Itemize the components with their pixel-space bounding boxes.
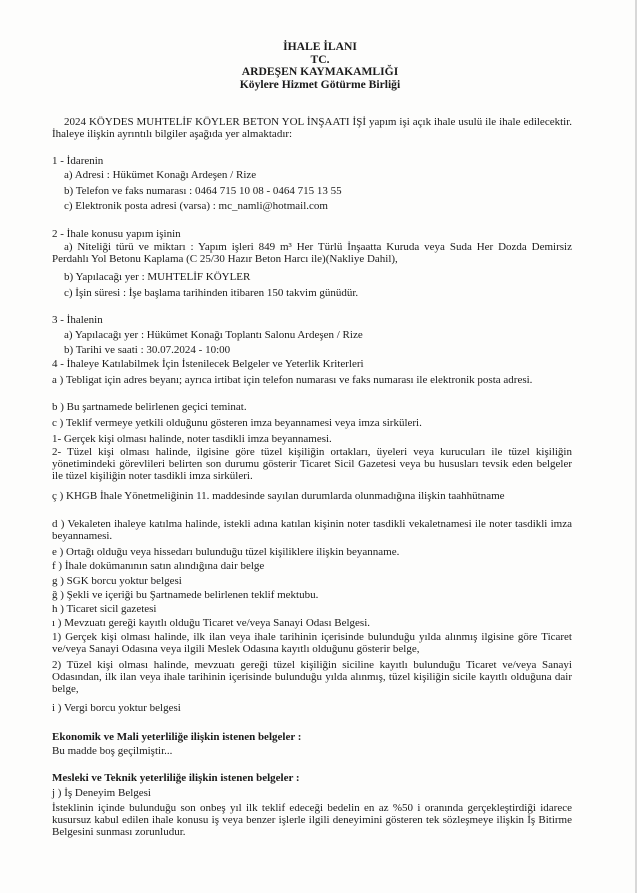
req-c: c ) Teklif vermeye yetkili olduğunu gösteren imza beyannamesi veya imza sirküleri. xyxy=(52,417,422,429)
section-2-location: b) Yapılacağı yer : MUHTELİF KÖYLER xyxy=(64,271,251,283)
req-g: g ) SGK borcu yoktur belgesi xyxy=(52,575,182,587)
technical-item-j: j ) İş Deneyim Belgesi xyxy=(52,787,151,799)
req-e: e ) Ortağı olduğu veya hissedarı bulunduğu tüzel kişiliklere ilişkin beyanname. xyxy=(52,546,400,558)
country-label: TC. xyxy=(310,52,330,66)
economic-text: Bu madde boş geçilmiştir... xyxy=(52,745,173,757)
section-3-venue: a) Yapılacağı yer : Hükümet Konağı Toplantı Salonu Ardeşen / Rize xyxy=(64,329,363,341)
intro-paragraph: 2024 KÖYDES MUHTELİF KÖYLER BETON YOL İNŞAATI İŞİ yapım işi açık ihale usulü ile ihale edilecektir. İhaleye ilişkin ayrıntılı bilgiler aşağıda yer almaktadır: xyxy=(52,116,572,141)
req-a: a ) Tebligat için adres beyanı; ayrıca irtibat için telefon numarası ve faks numarası ile elektronik posta adresi. xyxy=(52,374,533,386)
req-c-1: 1- Gerçek kişi olması halinde, noter tasdikli imza beyannamesi. xyxy=(52,433,332,445)
req-cc: ç ) KHGB İhale Yönetmeliğinin 11. maddesinde sayılan durumlarda olunmadığına ilişkin taahhütname xyxy=(52,490,505,502)
section-2-duration: c) İşin süresi : İşe başlama tarihinden itibaren 150 takvim günüdür. xyxy=(64,287,359,299)
req-ii: i ) Vergi borcu yoktur belgesi xyxy=(52,702,181,714)
req-gg: ğ ) Şekli ve içeriği bu Şartnamede belirlenen teklif mektubu. xyxy=(52,589,319,601)
section-1-title: 1 - İdarenin xyxy=(52,155,104,167)
union-name: Köylere Hizmet Götürme Birliği xyxy=(239,77,401,91)
req-i: ı ) Mevzuatı gereği kayıtlı olduğu Ticaret ve/veya Sanayi Odası Belgesi. xyxy=(52,617,371,629)
req-i-2: 2) Tüzel kişi olması halinde, mevzuatı gereği tüzel kişiliğin siciline kayıtlı bulunduğu Ticaret ve/veya Sanayi Odasından, ilk ilan veya ihale tarihinin içerisinde bulunduğu yılda alınmış, tüzel kişiliğin sicile kayıtlı olduğuna dair belge, xyxy=(52,659,572,696)
req-c-2: 2- Tüzel kişi olması halinde, ilgisine göre tüzel kişiliğin ortakları, üyeleri veya kurucuları ile tüzel kişiliğin yönetimindeki görevlileri belirten son durumu gösterir Ticaret Sicil Gazetesi veya bu hususları tevsik eden belgeler ile tüzel kişiliğin noter tasdikli imza sirküleri. xyxy=(52,446,572,483)
section-2-title: 2 - İhale konusu yapım işinin xyxy=(52,228,181,240)
technical-text: İsteklinin içinde bulunduğu son onbeş yıl ilk teklif edeceği bedelin en az %50 i oranında gerçekleştirdiği idarece kusursuz kabul edilen ihale konusu iş veya benzer işlerle ilgili deneyimini gösteren tek sözleşmeye ilişkin İş Bitirme Belgesini sunması zorunludur. xyxy=(52,802,572,839)
section-2-quantity: a) Niteliği türü ve miktarı : Yapım işleri 849 m³ Her Türlü İnşaatta Kuruda veya Suda Her Dozda Demirsiz Perdahlı Yol Betonu Kaplama (C 25/30 Hazır Beton Harcı ile)(Nakliye Dahil), xyxy=(52,241,572,266)
section-1-email: c) Elektronik posta adresi (varsa) : mc_namli@hotmail.com xyxy=(64,200,328,212)
req-h: h ) Ticaret sicil gazetesi xyxy=(52,603,157,615)
req-d: d ) Vekaleten ihaleye katılma halinde, istekli adına katılan kişinin noter tasdikli vekaletnamesi ile noter tasdikli imza beyannamesi. xyxy=(52,518,572,543)
authority-name: ARDEŞEN KAYMAKAMLIĞI xyxy=(241,65,399,79)
req-f: f ) İhale dokümanının satın alındığına dair belge xyxy=(52,560,265,572)
section-3-title: 3 - İhalenin xyxy=(52,314,103,326)
economic-title: Ekonomik ve Mali yeterliliğe ilişkin istenen belgeler : xyxy=(52,731,302,743)
req-b: b ) Bu şartnamede belirlenen geçici teminat. xyxy=(52,401,247,413)
section-1-phone: b) Telefon ve faks numarası : 0464 715 10 08 - 0464 715 13 55 xyxy=(64,185,342,197)
section-4-title: 4 - İhaleye Katılabilmek İçin İstenilecek Belgeler ve Yeterlik Kriterleri xyxy=(52,358,364,370)
section-1-address: a) Adresi : Hükümet Konağı Ardeşen / Rize xyxy=(64,169,257,181)
req-i-1: 1) Gerçek kişi olması halinde, ilk ilan veya ihale tarihinin içerisinde bulunduğu yılda alınmış ilgisine göre Ticaret ve/veya Sanayi Odasına veya ilgili Meslek Odasına kayıtlı olduğunu gösterir belge, xyxy=(52,631,572,656)
section-3-datetime: b) Tarihi ve saati : 30.07.2024 - 10:00 xyxy=(64,344,231,356)
announcement-title: İHALE İLANI xyxy=(283,40,357,53)
technical-title: Mesleki ve Teknik yeterliliğe ilişkin istenen belgeler : xyxy=(52,772,300,784)
document-header xyxy=(200,41,440,91)
